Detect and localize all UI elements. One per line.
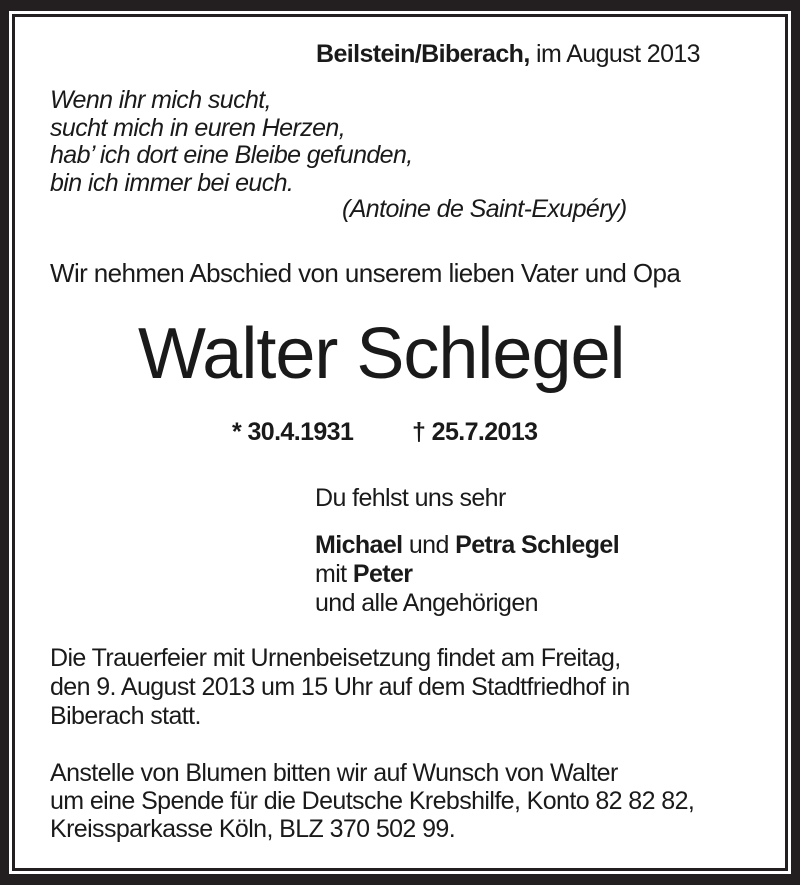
quote-line: bin ich immer bei euch. bbox=[50, 169, 294, 197]
funeral-line: Biberach statt. bbox=[50, 702, 201, 730]
quote-line: Wenn ihr mich sucht, bbox=[50, 86, 271, 114]
death-date: † 25.7.2013 bbox=[412, 418, 538, 446]
mourner-name: Petra Schlegel bbox=[455, 531, 620, 559]
conjunction: mit bbox=[315, 560, 347, 588]
donation-line: um eine Spende für die Deutsche Krebshilfe, Konto 82 82 82, bbox=[50, 787, 695, 815]
quote-author: (Antoine de Saint-Exupéry) bbox=[342, 195, 627, 223]
donation-line: Kreissparkasse Köln, BLZ 370 502 99. bbox=[50, 815, 456, 843]
place-date bbox=[316, 42, 700, 67]
date: im August 2013 bbox=[536, 40, 700, 68]
mourner-line: und alle Angehörigen bbox=[315, 589, 538, 617]
deceased-name: Walter Schlegel bbox=[138, 314, 625, 394]
conjunction: und bbox=[408, 531, 449, 559]
funeral-line: Die Trauerfeier mit Urnenbeisetzung findet am Freitag, bbox=[50, 644, 621, 672]
funeral-line: den 9. August 2013 um 15 Uhr auf dem Stadtfriedhof in bbox=[50, 673, 630, 701]
mourner-name: Michael bbox=[315, 531, 403, 559]
place: Beilstein/Biberach, bbox=[316, 40, 530, 68]
birth-date: * 30.4.1931 bbox=[232, 418, 354, 446]
quote-line: hab’ ich dort eine Bleibe gefunden, bbox=[50, 141, 413, 169]
mourner-line bbox=[315, 533, 619, 558]
quote-line: sucht mich in euren Herzen, bbox=[50, 114, 346, 142]
mourner-name: Peter bbox=[352, 560, 413, 588]
donation-line: Anstelle von Blumen bitten wir auf Wunsch von Walter bbox=[50, 759, 618, 787]
intro-text: Wir nehmen Abschied von unserem lieben Vater und Opa bbox=[50, 258, 681, 288]
mourner-line bbox=[315, 562, 412, 587]
mourner-line: Du fehlst uns sehr bbox=[315, 484, 506, 512]
